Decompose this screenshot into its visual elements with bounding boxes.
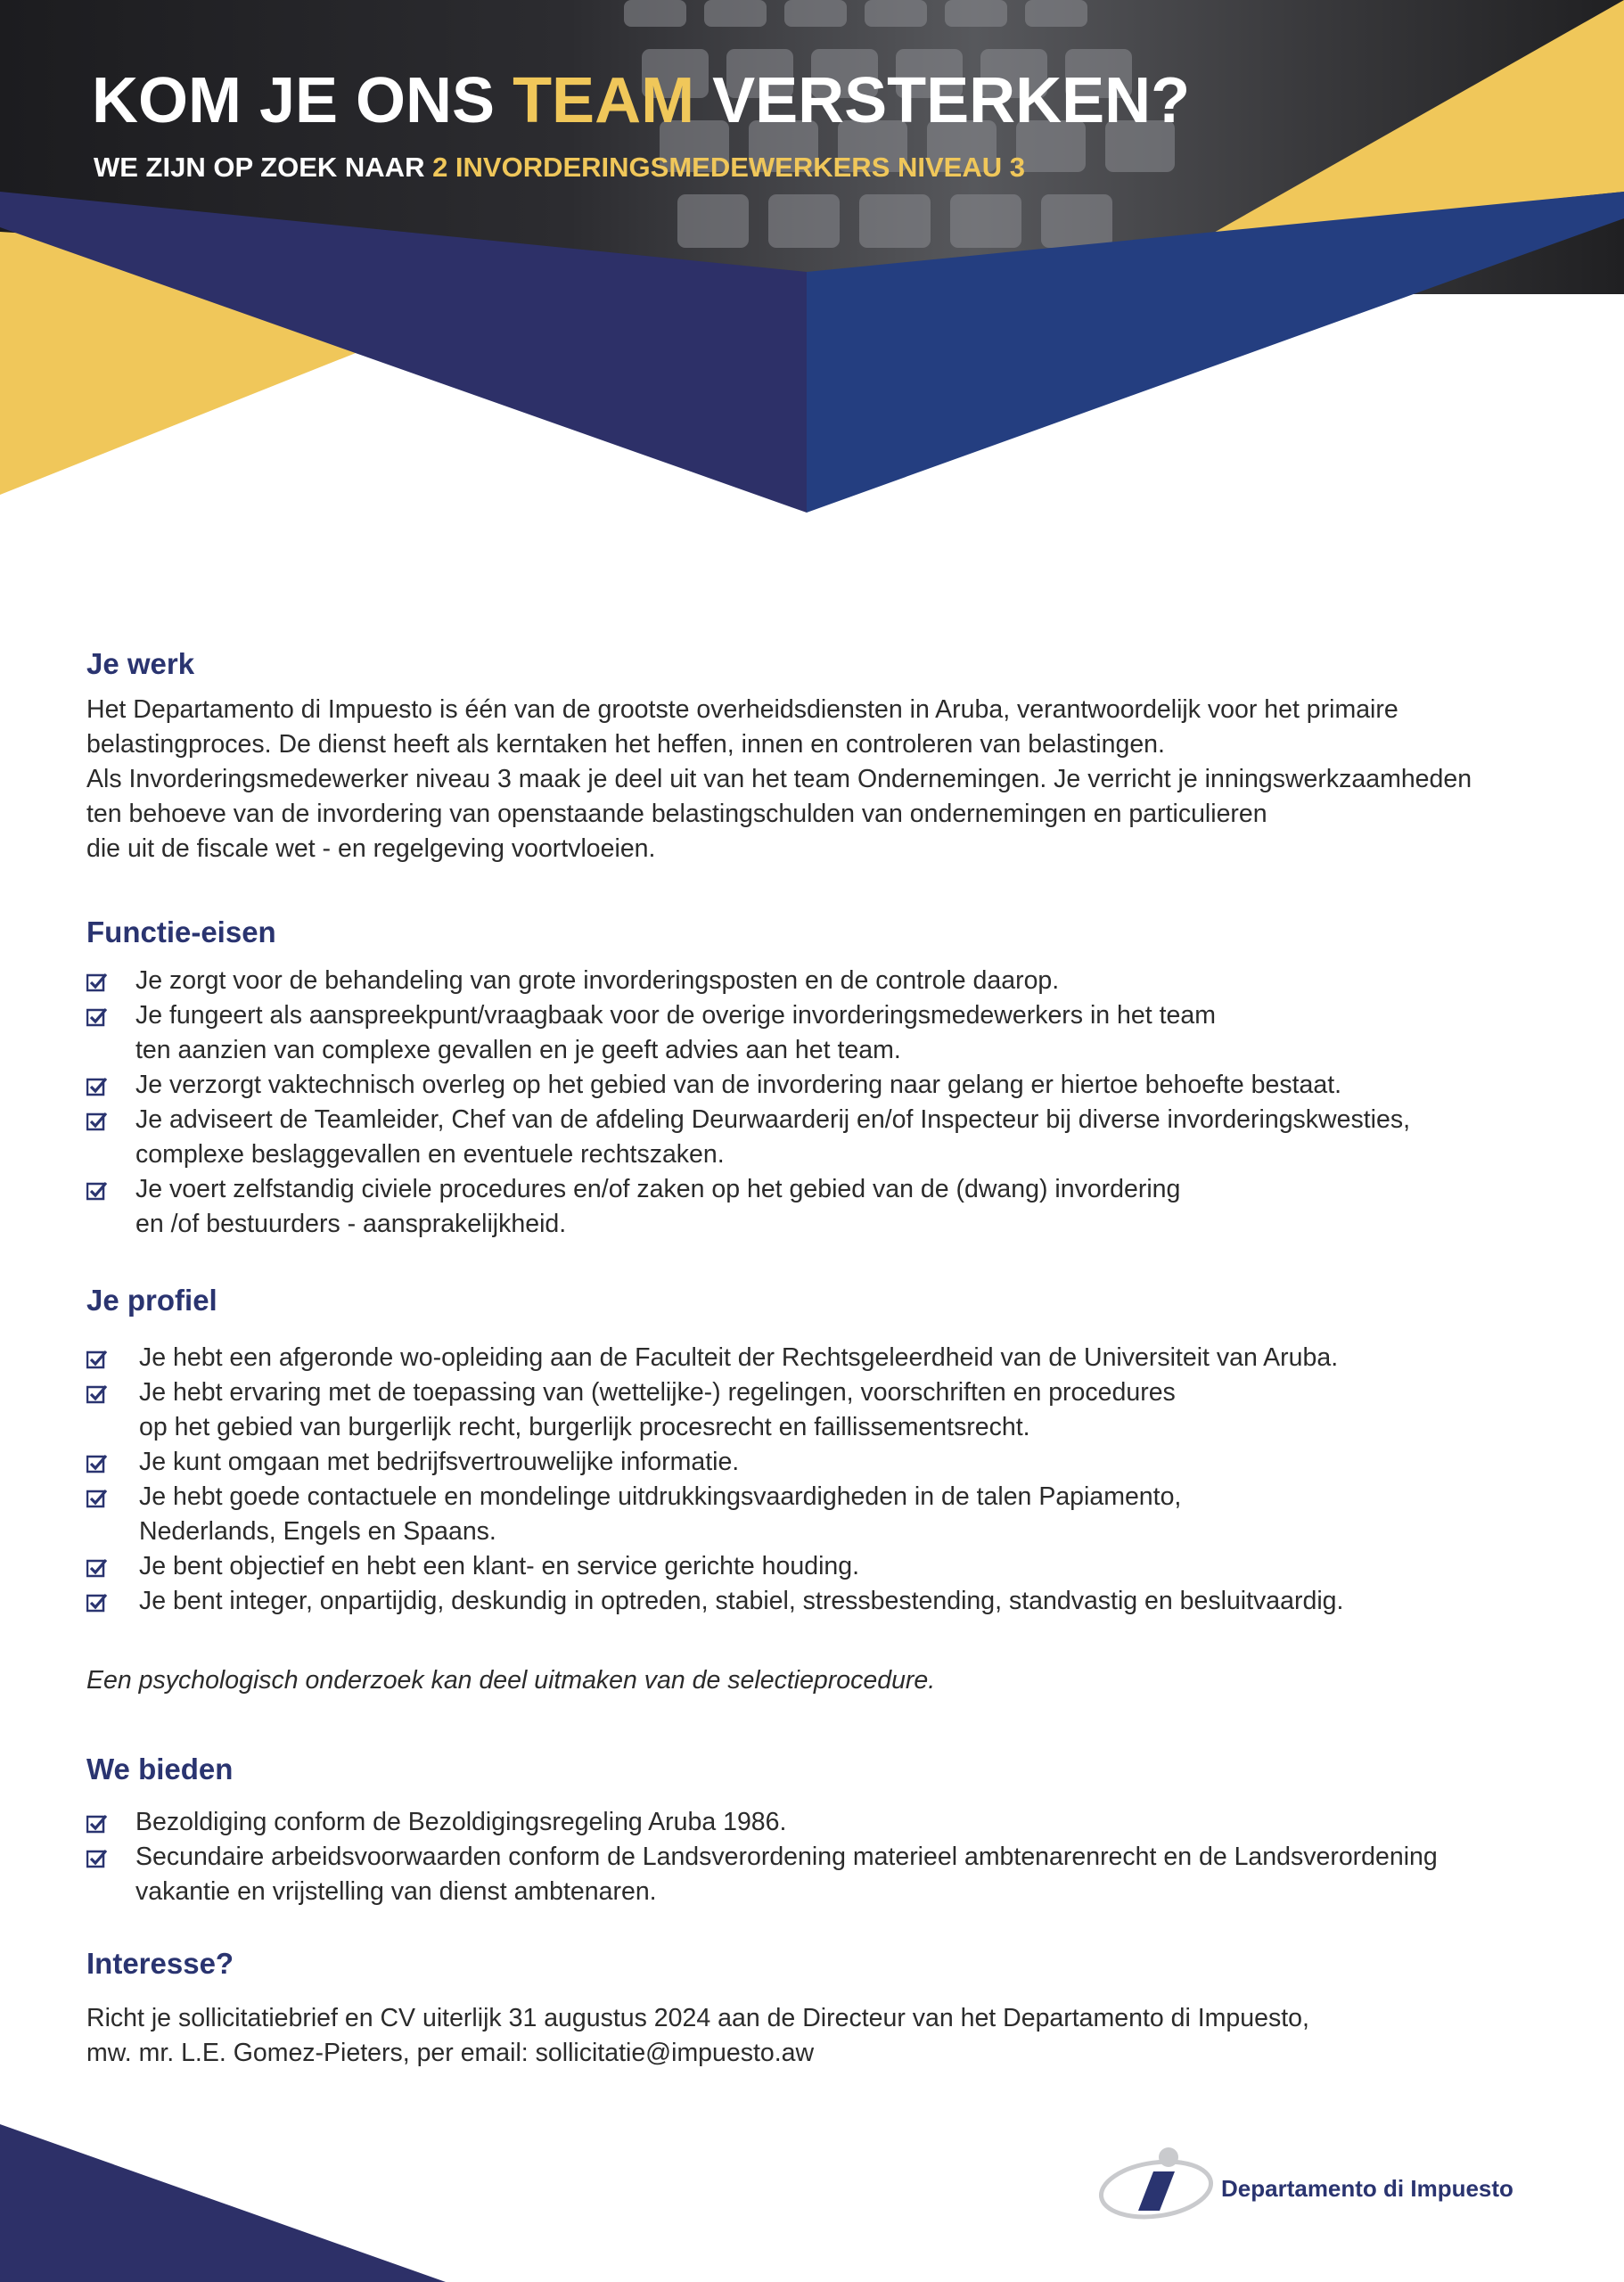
checkbox-icon xyxy=(86,1454,108,1473)
functie-eisen-list xyxy=(86,964,1410,1242)
headline: KOM JE ONS TEAM VERSTERKEN? xyxy=(92,65,1191,136)
list-item: Je voert zelfstandig civiele procedures en/of zaken op het gebied van de (dwang) invordering en /of bestuurders - aansprakelijkheid. xyxy=(86,1172,1410,1242)
checkbox-icon xyxy=(86,1489,108,1508)
list-item: Je hebt goede contactuele en mondelinge uitdrukkingsvaardigheden in de talen Papiamento, Nederlands, Engels en Spaans. xyxy=(86,1480,1343,1549)
checkbox-icon xyxy=(86,1384,108,1404)
logo-text: Departamento di Impuesto xyxy=(1221,2175,1513,2202)
list-item: Je fungeert als aanspreekpunt/vraagbaak voor de overige invorderingsmedewerkers in het team ten aanzien van complexe gevallen en je geeft advies aan het team. xyxy=(86,998,1410,1068)
list-item: Je bent objectief en hebt een klant- en service gerichte houding. xyxy=(86,1549,1343,1584)
list-item: Je hebt een afgeronde wo-opleiding aan de Faculteit der Rechtsgeleerdheid van de Universiteit van Aruba. xyxy=(86,1341,1343,1375)
section-title-functie-eisen: Functie-eisen xyxy=(86,915,276,948)
je-werk-paragraph: Het Departamento di Impuesto is één van de grootste overheidsdiensten in Aruba, verantwoordelijk voor het primaire belastingproces. De dienst heeft als kerntaken het heffen, innen en controleren van belastingen. Als Invorderingsmedewerker niveau 3 maak je deel uit van het team Ondernemingen. Je verricht je inningswerkzaamheden ten behoeve van de invordering van openstaande belastingschulden van ondernemingen en particulieren die uit de fiscale wet - en regelgeving voortvloeien. xyxy=(86,695,1472,863)
list-item: Je verzorgt vaktechnisch overleg op het gebied van de invordering naar gelang er hiertoe behoefte bestaat. xyxy=(86,1068,1410,1103)
list-item: Je zorgt voor de behandeling van grote invorderingsposten en de controle daarop. xyxy=(86,964,1410,998)
checkbox-icon xyxy=(86,1849,108,1868)
section-title-je-werk: Je werk xyxy=(86,647,195,680)
section-title-je-profiel: Je profiel xyxy=(86,1284,217,1317)
footer-corner-shape xyxy=(0,2113,463,2282)
checkbox-icon xyxy=(86,1077,108,1096)
checkbox-icon xyxy=(86,973,108,992)
checkbox-icon xyxy=(86,1112,108,1131)
list-item: Je kunt omgaan met bedrijfsvertrouwelijke informatie. xyxy=(86,1445,1343,1480)
checkbox-icon xyxy=(86,1593,108,1613)
checkbox-icon xyxy=(86,1350,108,1369)
checkbox-icon xyxy=(86,1007,108,1027)
checkbox-icon xyxy=(86,1814,108,1834)
we-bieden-list xyxy=(86,1805,1438,1909)
department-logo xyxy=(1089,2139,1624,2237)
subheadline: WE ZIJN OP ZOEK NAAR 2 INVORDERINGSMEDEWERKERS NIVEAU 3 xyxy=(94,152,1025,183)
list-item: Je adviseert de Teamleider, Chef van de afdeling Deurwaarderij en/of Inspecteur bij diverse invorderingskwesties, complexe beslaggevallen en eventuele rechtszaken. xyxy=(86,1103,1410,1172)
list-item: Je hebt ervaring met de toepassing van (wettelijke-) regelingen, voorschriften en procedures op het gebied van burgerlijk recht, burgerlijk procesrecht en faillissementsrecht. xyxy=(86,1375,1343,1445)
list-item: Bezoldiging conform de Bezoldigingsregeling Aruba 1986. xyxy=(86,1805,1438,1840)
logo-mark-icon xyxy=(1089,2139,1223,2237)
checkbox-icon xyxy=(86,1558,108,1578)
section-title-interesse: Interesse? xyxy=(86,1947,234,1980)
checkbox-icon xyxy=(86,1181,108,1201)
selection-note: Een psychologisch onderzoek kan deel uitmaken van de selectieprocedure. xyxy=(86,1666,936,1695)
je-profiel-list xyxy=(86,1341,1343,1619)
list-item: Secundaire arbeidsvoorwaarden conform de Landsverordening materieel ambtenarenrecht en de Landsverordening vakantie en vrijstelling van dienst ambtenaren. xyxy=(86,1840,1438,1909)
section-title-we-bieden: We bieden xyxy=(86,1753,234,1785)
list-item: Je bent integer, onpartijdig, deskundig in optreden, stabiel, stressbestending, standvastig en besluitvaardig. xyxy=(86,1584,1343,1619)
interesse-paragraph: Richt je sollicitatiebrief en CV uiterlijk 31 augustus 2024 aan de Directeur van het Departamento di Impuesto, mw. mr. L.E. Gomez-Pieters, per email: sollicitatie@impuesto.aw xyxy=(86,2004,1309,2067)
